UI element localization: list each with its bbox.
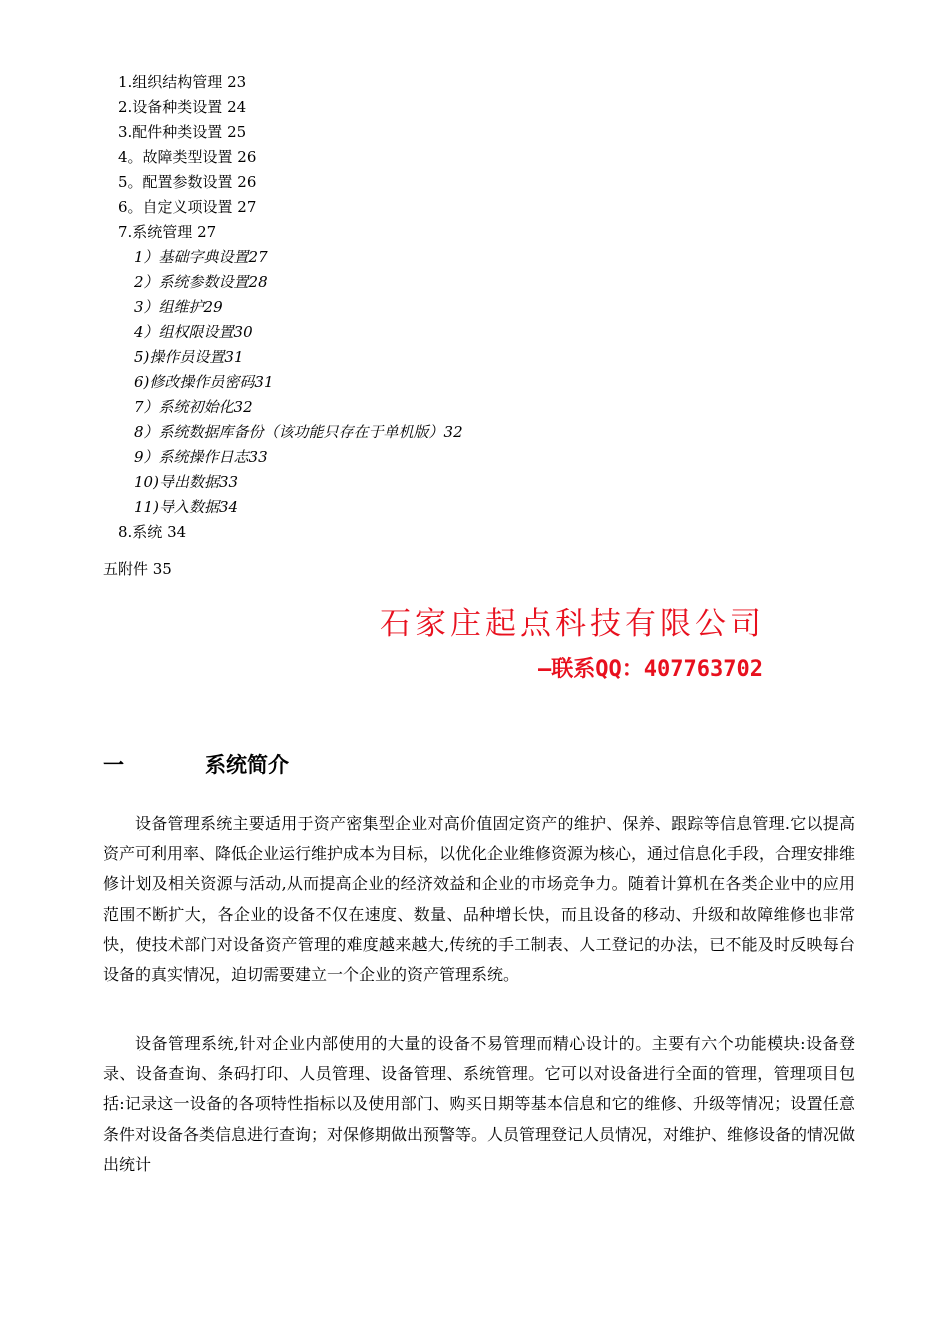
toc-entry: 5。配置参数设置 26 — [118, 173, 257, 191]
toc-entry: 3）组维护29 — [134, 298, 223, 316]
toc-entry: 11)导入数据34 — [134, 498, 239, 516]
body-paragraph: 设备管理系统主要适用于资产密集型企业对高价值固定资产的维护、保养、跟踪等信息管理.它以提高资产可利用率、降低企业运行维护成本为目标，以优化企业维修资源为核心，通过信息化手段，合理安排维修计划及相关资源与活动,从而提高企业的经济效益和企业的市场竞争力。随着计算机在各类企业中的应用范围不断扩大，各企业的设备不仅在速度、数量、品种增长快，而且设备的移动、升级和故障维修也非常快，使技术部门对设备资产管理的难度越来越大,传统的手工制表、人工登记的办法，已不能及时反映每台设备的真实情况，迫切需要建立一个企业的资产管理系统。 — [103, 814, 856, 985]
body-paragraph: 设备管理系统,针对企业内部使用的大量的设备不易管理而精心设计的。主要有六个功能模块:设备登录、设备查询、条码打印、人员管理、设备管理、系统管理。它可以对设备进行全面的管理，管理项目包括:记录这一设备的各项特性指标以及使用部门、购买日期等基本信息和它的维修、升级等情况；设置任意条件对设备各类信息进行查询；对保修期做出预警等。人员管理登记人员情况，对维护、维修设备的情况做出统计 — [103, 1034, 856, 1174]
toc-entry: 9）系统操作日志33 — [134, 448, 268, 466]
section-title: 系统简介 — [205, 753, 289, 777]
toc-entry: 4）组权限设置30 — [134, 323, 253, 341]
toc-entry: 1.组织结构管理 23 — [118, 73, 247, 91]
section-number: 一 — [103, 753, 124, 777]
toc-entry: 6。自定义项设置 27 — [118, 198, 257, 216]
toc-entry: 6)修改操作员密码31 — [134, 373, 274, 391]
contact-watermark: —联系QQ：407763702 — [538, 657, 763, 682]
toc-entry: 7.系统管理 27 — [118, 223, 217, 241]
toc-entry: 1）基础字典设置27 — [134, 248, 268, 266]
toc-entry: 8.系统 34 — [118, 523, 187, 541]
toc-entry: 5)操作员设置31 — [134, 348, 244, 366]
toc-entry: 8）系统数据库备份（该功能只存在于单机版）32 — [134, 423, 463, 441]
toc-entry: 4。故障类型设置 26 — [118, 148, 257, 166]
toc-entry: 2）系统参数设置28 — [134, 273, 268, 291]
toc-entry: 2.设备种类设置 24 — [118, 98, 247, 116]
toc-entry: 3.配件种类设置 25 — [118, 123, 247, 141]
toc-entry: 10)导出数据33 — [134, 473, 239, 491]
toc-entry: 7）系统初始化32 — [134, 398, 253, 416]
toc-entry: 五附件 35 — [103, 560, 172, 578]
company-watermark: 石家庄起点科技有限公司 — [380, 606, 765, 642]
